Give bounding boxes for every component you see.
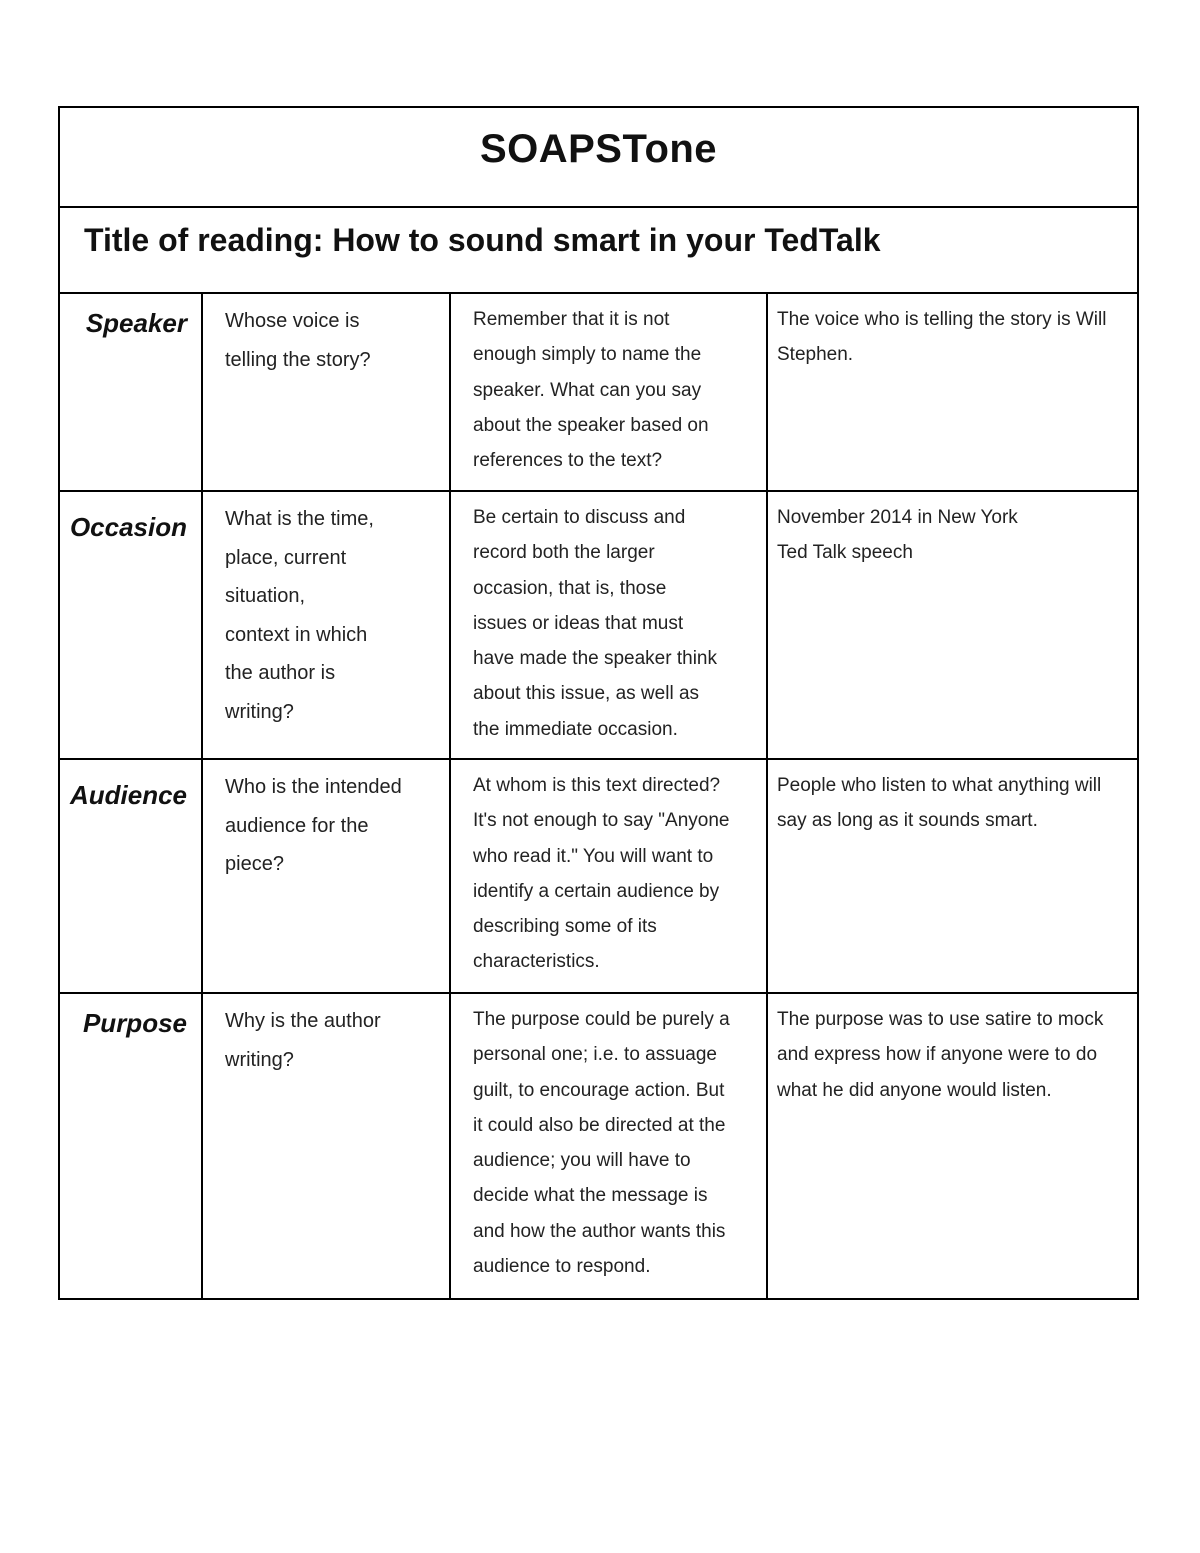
row-label-audience: Audience [69, 780, 187, 810]
answer-cell [768, 294, 1139, 490]
guidance-cell [451, 492, 768, 758]
guidance-text-audience: At whom is this text directed? It's not enough to say "Anyone who read it." You will want to identify a certain audience by describing some of its characteristics. [473, 775, 730, 973]
answer-text-speaker: The voice who is telling the story is Will Stephen. [777, 309, 1107, 366]
row-label-cell [60, 760, 203, 992]
question-text-purpose: Why is the author writing? [225, 1010, 381, 1071]
row-label-occasion: Occasion [69, 512, 187, 542]
guidance-text-purpose: The purpose could be purely a personal one; i.e. to assuage guilt, to encourage action. But it could also be directed at the audience; you will have to decide what the message is and how the author wants this audience to respond. [473, 1009, 730, 1278]
answer-text-audience: People who listen to what anything will say as long as it sounds smart. [777, 775, 1102, 832]
question-cell [203, 760, 451, 992]
row-label-cell [60, 492, 203, 758]
table-row-audience [60, 760, 1137, 994]
question-cell [203, 994, 451, 1300]
question-text-speaker: Whose voice is telling the story? [225, 310, 371, 371]
reading-title: Title of reading: How to sound smart in your TedTalk [84, 222, 881, 258]
guidance-text-speaker: Remember that it is not enough simply to name the speaker. What can you say about the speaker based on references to the text? [473, 309, 709, 472]
reading-title-row [60, 208, 1137, 294]
row-label-cell [60, 994, 203, 1300]
guidance-cell [451, 760, 768, 992]
row-label-speaker: Speaker [85, 308, 187, 338]
soapstone-table [58, 106, 1139, 1300]
table-row-speaker [60, 294, 1137, 492]
guidance-cell [451, 994, 768, 1300]
answer-cell [768, 760, 1139, 992]
question-text-occasion: What is the time, place, current situation, context in which the author is writing? [225, 508, 374, 723]
question-text-audience: Who is the intended audience for the piece? [225, 776, 402, 875]
guidance-cell [451, 294, 768, 490]
title-row [60, 108, 1137, 208]
table-row-purpose [60, 994, 1137, 1300]
answer-cell [768, 492, 1139, 758]
answer-text-occasion: November 2014 in New York Ted Talk speech [777, 507, 1018, 564]
answer-cell [768, 994, 1139, 1300]
table-row-occasion [60, 492, 1137, 760]
worksheet-title: SOAPSTone [479, 126, 718, 171]
question-cell [203, 294, 451, 490]
answer-text-purpose: The purpose was to use satire to mock and express how if anyone were to do what he did anyone would listen. [777, 1009, 1104, 1101]
question-cell [203, 492, 451, 758]
row-label-purpose: Purpose [82, 1008, 187, 1038]
guidance-text-occasion: Be certain to discuss and record both the larger occasion, that is, those issues or ideas that must have made the speaker think about this issue, as well as the immediate occasion. [473, 507, 717, 740]
row-label-cell [60, 294, 203, 490]
